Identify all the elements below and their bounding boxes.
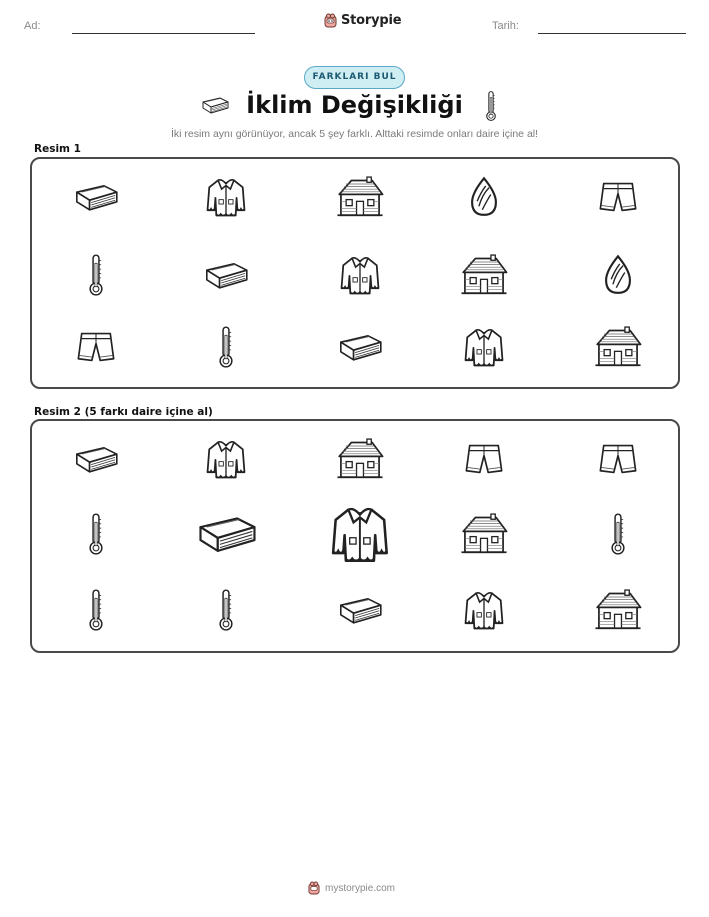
book-icon xyxy=(336,331,384,363)
page-title: İklim Değişikliği xyxy=(246,91,463,119)
house-icon xyxy=(592,325,644,369)
coat-icon[interactable] xyxy=(204,437,248,481)
thermometer-icon xyxy=(483,90,499,122)
thermometer-icon xyxy=(215,323,237,371)
brand-name: Storypie xyxy=(341,13,402,28)
section-label-picture-1: Resim 1 xyxy=(34,143,81,155)
name-field-line[interactable] xyxy=(72,33,255,34)
house-icon[interactable] xyxy=(592,588,644,632)
book-icon[interactable] xyxy=(72,443,120,475)
thermometer-icon[interactable] xyxy=(607,510,629,558)
thermometer-icon[interactable] xyxy=(85,510,107,558)
house-icon[interactable] xyxy=(458,512,510,556)
name-label: Ad: xyxy=(24,20,41,32)
section-label-picture-2: Resim 2 (5 farkı daire içine al) xyxy=(34,406,213,418)
shorts-icon[interactable] xyxy=(463,442,505,476)
coat-icon xyxy=(338,253,382,297)
coat-icon xyxy=(462,325,506,369)
coat-icon[interactable] xyxy=(328,502,392,566)
book-icon xyxy=(72,181,120,213)
storypie-logo-icon xyxy=(308,881,320,895)
coat-icon xyxy=(204,175,248,219)
thermometer-icon[interactable] xyxy=(215,586,237,634)
category-badge: FARKLARI BUL xyxy=(304,66,405,89)
shorts-icon xyxy=(597,180,639,214)
raindrop-icon xyxy=(601,253,635,297)
thermometer-icon[interactable] xyxy=(85,586,107,634)
house-icon xyxy=(334,175,386,219)
book-icon xyxy=(202,259,250,291)
footer-url[interactable]: mystorypie.com xyxy=(325,882,396,894)
book-icon[interactable] xyxy=(194,512,259,555)
instructions: İki resim aynı görünüyor, ancak 5 şey farklı. Alttaki resimde onları daire içine al! xyxy=(170,128,539,140)
storypie-logo-icon xyxy=(324,13,337,28)
footer xyxy=(308,881,395,895)
date-field-line[interactable] xyxy=(538,33,686,34)
coat-icon[interactable] xyxy=(462,588,506,632)
book-icon[interactable] xyxy=(336,594,384,626)
shorts-icon xyxy=(75,330,117,364)
raindrop-icon xyxy=(467,175,501,219)
date-label: Tarih: xyxy=(492,20,519,32)
brand-header xyxy=(324,13,401,28)
house-icon[interactable] xyxy=(334,437,386,481)
shorts-icon[interactable] xyxy=(597,442,639,476)
house-icon xyxy=(458,253,510,297)
thermometer-icon xyxy=(85,251,107,299)
